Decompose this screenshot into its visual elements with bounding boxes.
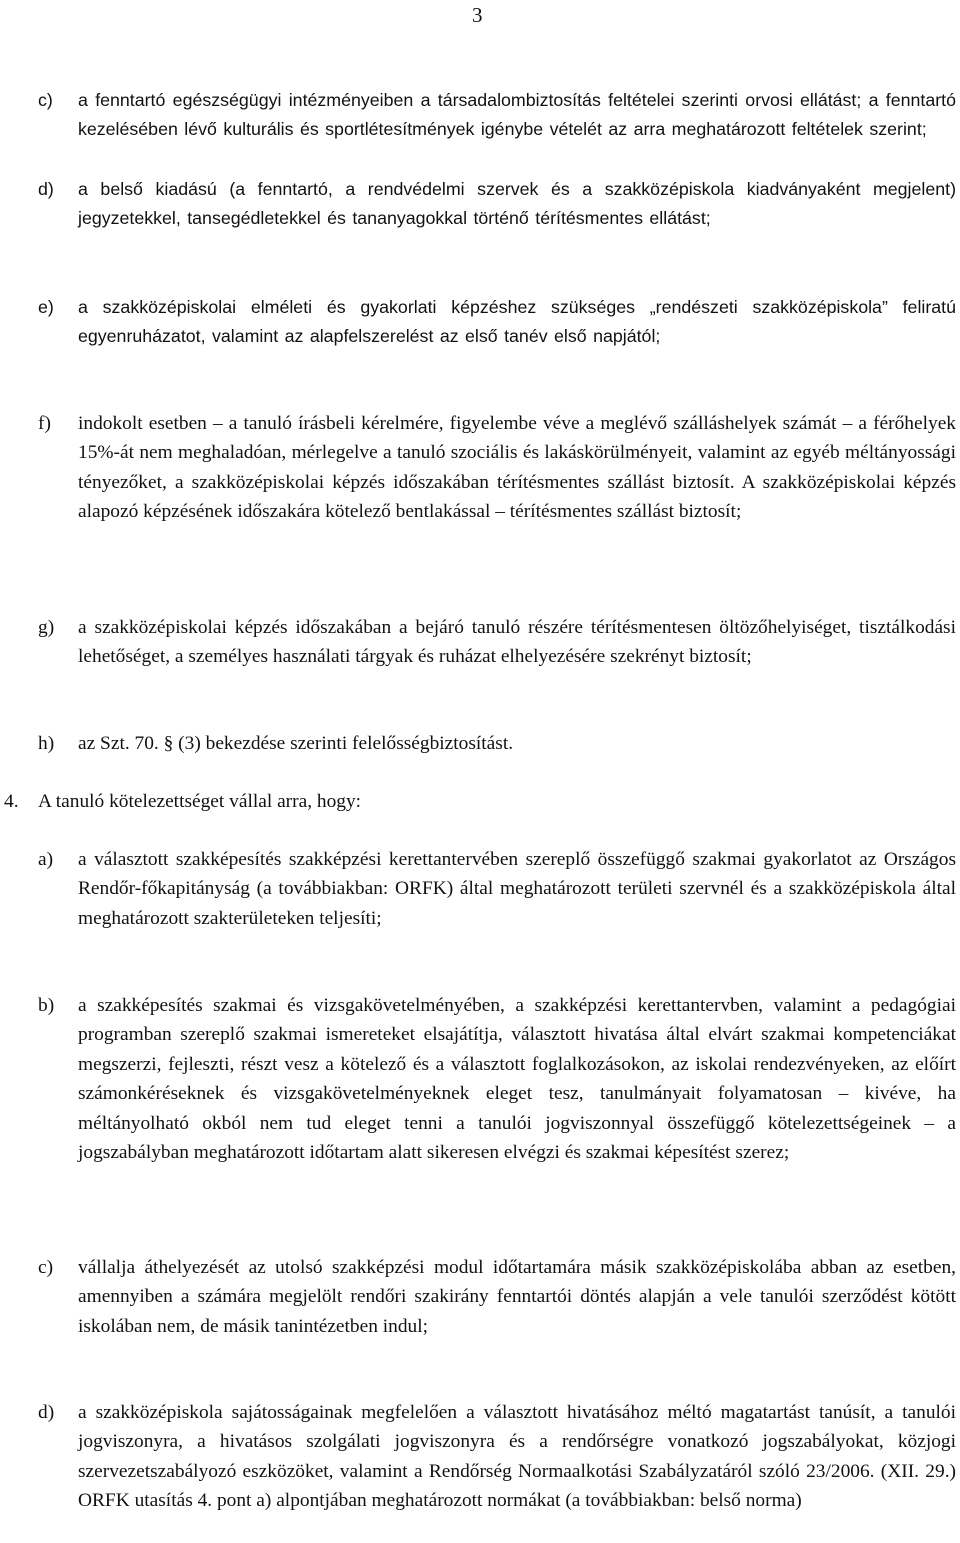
page-number: 3 <box>472 3 483 27</box>
item-letter: g) <box>38 617 55 638</box>
list-item-f <box>38 409 956 527</box>
item-letter: c) <box>38 90 53 110</box>
item-text: a szakközépiskolai képzés időszakában a bejáró tanuló részére térítésmentesen öltözőhelyiséget, tisztálkodási lehetőséget, a személyes használati tárgyak és ruházat elhelyezésére szekrényt biztosít; <box>78 617 956 668</box>
item-letter: a) <box>38 849 54 870</box>
list-item-h <box>38 729 956 758</box>
list-item-d <box>38 175 956 234</box>
list-item-c <box>38 86 956 145</box>
item-letter: b) <box>38 995 55 1016</box>
item-letter: e) <box>38 297 54 317</box>
section-heading <box>4 787 361 816</box>
item-text: a szakközépiskolai elméleti és gyakorlati képzéshez szükséges „rendészeti szakközépiskola” feliratú egyenruházatot, valamint az alapfelszerelést az első tanév első napjától; <box>78 297 956 347</box>
section-number: 4. <box>4 791 19 812</box>
item-letter: d) <box>38 1402 55 1423</box>
list-item-4d <box>38 1398 956 1516</box>
item-text: indokolt esetben – a tanuló írásbeli kérelmére, figyelembe véve a meglévő szálláshelyek számát – a férőhelyek 15%-át nem meghaladóan, mérlegelve a tanuló szociális és lakáskörülményeit, valamint az egyéb méltányossági tényezőket, a szakközépiskolai képzés időszakában térítésmentes szállást biztosít. A szakközépiskolai képzés alapozó képzésének időszakára kötelező bentlakással – térítésmentes szállást biztosít; <box>78 413 956 523</box>
list-item-4a <box>38 845 956 933</box>
item-text: a szakképesítés szakmai és vizsgakövetelményében, a szakképzési kerettantervben, valamint a pedagógiai programban szereplő szakmai ismereteket elsajátítja, választott hivatása által elvárt szakmai kompetenciákat megszerzi, fejleszti, részt vesz a kötelező és a választott foglalkozásokon, az iskolai rendezvényeken, az előírt számonkéréseknek és vizsgakövetelményeknek eleget tesz, tanulmányait folyamatosan – kivéve, ha méltányolható okból nem tud eleget tenni a tanulói jogviszonnyal összefüggő kötelezettségeinek – a jogszabályban meghatározott időtartam alatt sikeresen elvégzi és szakmai képesítést szerez; <box>78 995 956 1164</box>
item-text: a belső kiadású (a fenntartó, a rendvédelmi szervek és a szakközépiskola kiadványaként megjelent) jegyzetekkel, tansegédletekkel és tananyagokkal történő térítésmentes ellátást; <box>78 179 956 229</box>
item-letter: d) <box>38 179 54 199</box>
item-letter: h) <box>38 733 55 754</box>
list-item-4c <box>38 1253 956 1341</box>
list-item-4b <box>38 991 956 1167</box>
item-letter: c) <box>38 1257 54 1278</box>
item-text: vállalja áthelyezését az utolsó szakképzési modul időtartamára másik szakközépiskolába abban az esetben, amennyiben a számára megjelölt rendőri szakirány fenntartói döntés alapján a vele tanulói szerződést kötött iskolában nem, de másik tanintézetben indul; <box>78 1257 956 1337</box>
list-item-e <box>38 293 956 352</box>
section-heading-text: A tanuló kötelezettséget vállal arra, hogy: <box>38 791 362 812</box>
item-text: az Szt. 70. § (3) bekezdése szerinti felelősségbiztosítást. <box>78 733 514 754</box>
item-letter: f) <box>38 413 51 434</box>
item-text: a választott szakképesítés szakképzési kerettantervében szereplő összefüggő szakmai gyakorlatot az Országos Rendőr-főkapitányság (a továbbiakban: ORFK) által meghatározott területi szervnél és a szakközépiskola által meghatározott szakterületeken teljesíti; <box>78 849 956 929</box>
item-text: a szakközépiskola sajátosságainak megfelelően a választott hivatásához méltó magatartást tanúsít, a tanulói jogviszonyra, a hivatásos szolgálati jogviszonyra és a rendőrségre vonatkozó jogszabályokat, közjogi szervezetszabályozó eszközöket, valamint a Rendőrség Normaalkotási Szabályzatáról szóló 23/2006. (XII. 29.) ORFK utasítás 4. pont a) alpontjában meghatározott normákat (a továbbiakban: belső norma) <box>78 1402 956 1512</box>
list-item-g <box>38 613 956 672</box>
item-text: a fenntartó egészségügyi intézményeiben a társadalombiztosítás feltételei szerinti orvosi ellátást; a fenntartó kezelésében lévő kulturális és sportlétesítmények igénybe vételét az arra meghatározott feltételek szerint; <box>78 90 956 140</box>
